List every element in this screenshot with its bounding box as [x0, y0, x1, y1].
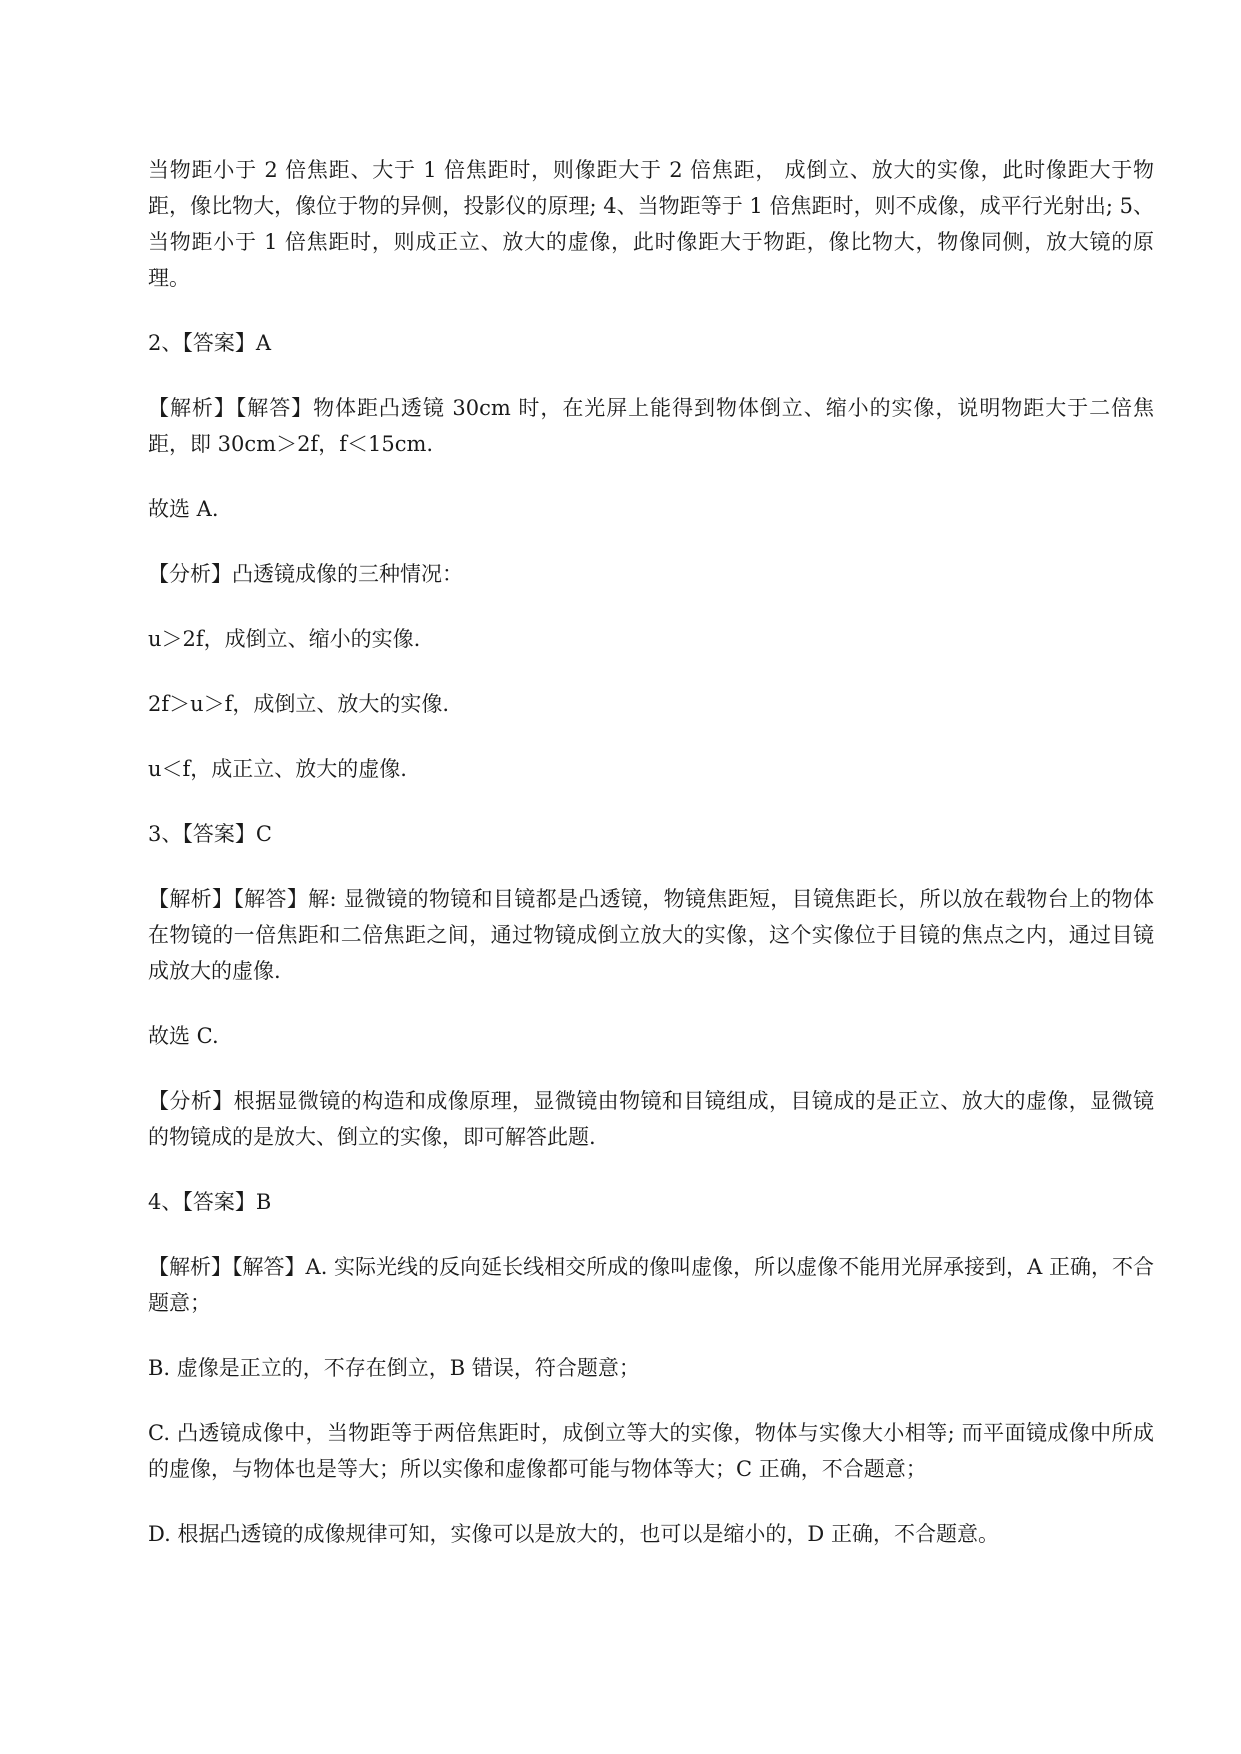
analysis-q2: 【解析】【解答】物体距凸透镜 30cm 时，在光屏上能得到物体倒立、缩小的实像，说明物距大于二倍焦距，即 30cm＞2f，f＜15cm.: [148, 396, 1154, 456]
analysis-q4-c: C. 凸透镜成像中，当物距等于两倍焦距时，成倒立等大的实像，物体与实像大小相等; 而平面镜成像中所成的虚像，与物体也是等大；所以实像和虚像都可能与物体等大；C 正确，不合题意；: [148, 1421, 1154, 1481]
choice-q2: 故选 A.: [148, 497, 219, 521]
analysis-q4-b: B. 虚像是正立的，不存在倒立，B 错误，符合题意；: [148, 1356, 640, 1380]
lens-case-1: u＞2f，成倒立、缩小的实像.: [148, 627, 421, 651]
document-body: [148, 152, 1154, 1581]
analysis-q4-a: 【解析】【解答】A. 实际光线的反向延长线相交所成的像叫虚像，所以虚像不能用光屏承接到，A 正确，不合题意；: [148, 1255, 1154, 1315]
answer-heading-q2: 2、【答案】A: [148, 331, 272, 355]
analysis-intro-q2: 【分析】凸透镜成像的三种情况：: [148, 562, 463, 586]
analysis-detail-q3: 【分析】根据显微镜的构造和成像原理，显微镜由物镜和目镜组成，目镜成的是正立、放大的虚像，显微镜的物镜成的是放大、倒立的实像，即可解答此题.: [148, 1089, 1154, 1149]
paragraph-lens-rules-continued: 当物距小于 2 倍焦距、大于 1 倍焦距时，则像距大于 2 倍焦距， 成倒立、放大的实像，此时像距大于物距，像比物大，像位于物的异侧，投影仪的原理; 4、当物距等于 1 倍焦距时，则不成像，成平行光射出; 5、当物距小于 1 倍焦距时，则成正立、放大的虚像，此时像距大于物距，像比物大，物像同侧，放大镜的原理。: [148, 158, 1154, 290]
choice-q3: 故选 C.: [148, 1024, 219, 1048]
answer-heading-q4: 4、【答案】B: [148, 1190, 272, 1214]
analysis-q4-d: D. 根据凸透镜的成像规律可知，实像可以是放大的，也可以是缩小的，D 正确，不合题意。: [148, 1522, 999, 1546]
answer-heading-q3: 3、【答案】C: [148, 822, 272, 846]
lens-case-2: 2f＞u＞f，成倒立、放大的实像.: [148, 692, 450, 716]
analysis-q3: 【解析】【解答】解: 显微镜的物镜和目镜都是凸透镜，物镜焦距短，目镜焦距长，所以放在载物台上的物体在物镜的一倍焦距和二倍焦距之间，通过物镜成倒立放大的实像，这个实像位于目镜的焦点之内，通过目镜成放大的虚像.: [148, 887, 1154, 983]
lens-case-3: u＜f，成正立、放大的虚像.: [148, 757, 407, 781]
